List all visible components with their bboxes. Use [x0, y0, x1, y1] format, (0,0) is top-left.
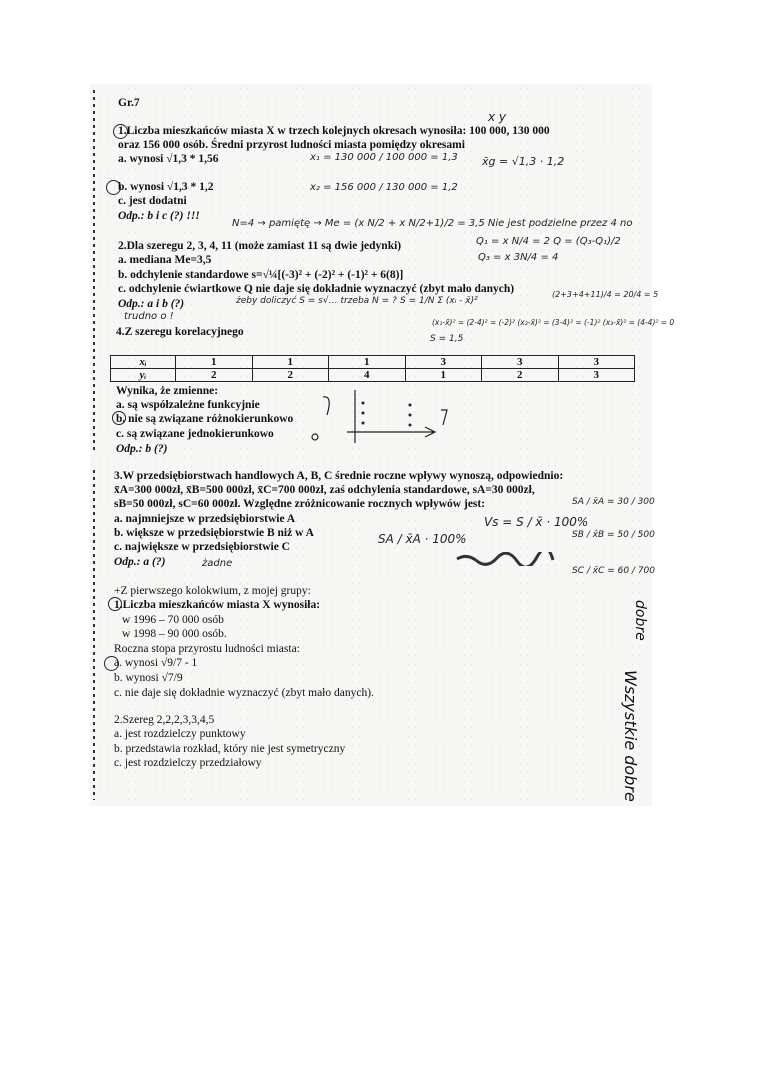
q4-text: 4.Z szeregu korelacyjnego [116, 326, 244, 338]
handwritten-eq1: x₁ = 130 000 / 100 000 = 1,3 [310, 152, 458, 163]
extra-q2-option-c: c. jest rozdzielczy przedziałowy [114, 757, 262, 769]
q1-option-a: a. wynosi √1,3 * 1,56 [118, 153, 219, 165]
scatter-sketch [305, 385, 475, 450]
table-cell: 1 [252, 356, 329, 369]
extra-option-c: c. nie daje się dokładnie wyznaczyć (zbyt mało danych). [114, 687, 374, 699]
table-cell: 2 [252, 369, 329, 382]
handwritten-q1: Q₁ = x N/4 = 2 Q = (Q₃-Q₁)/2 [476, 236, 621, 247]
table-cell: 3 [482, 356, 559, 369]
handwritten-s-value: S = 1,5 [430, 334, 464, 344]
q4-option-a: a. są współzależne funkcyjnie [116, 399, 260, 411]
table-cell: 3 [558, 356, 635, 369]
q2-option-b: b. odchylenie standardowe s=√¼[(-3)² + (-2)² + (-1)² + 6(8)] [118, 269, 404, 281]
q2-option-a: a. mediana Me=3,5 [118, 254, 212, 266]
q1-option-c: c. jest dodatni [118, 195, 187, 207]
table-cell: 1 [405, 369, 482, 382]
handwritten-eq3: x̄g = √1,3 · 1,2 [482, 155, 565, 168]
q1-text-2: oraz 156 000 osób. Średni przyrost ludności miasta pomiędzy okresami [118, 139, 465, 151]
handwritten-odp-note: żeby doliczyć S = s√… trzeba N = ? [236, 296, 397, 306]
handwritten-q3: Q₃ = x 3N/4 = 4 [478, 252, 559, 263]
q3-text-2: x̄A=300 000zł, x̄B=500 000zł, x̄C=700 000zł, zaś odchylenia standardowe, sA=30 000zł, [114, 484, 535, 496]
q4-option-c: c. są związane jednokierunkowo [116, 428, 274, 440]
q1-text: 1.Liczba mieszkańców miasta X w trzech kolejnych okresach wynosiła: 100 000, 130 000 [118, 125, 550, 137]
handwritten-vs: Vs = S / x̄ · 100% [484, 515, 589, 529]
q1-answer: Odp.: b i c (?) !!! [118, 210, 200, 222]
handwritten-eq2: x₂ = 156 000 / 130 000 = 1,2 [310, 182, 458, 193]
table-cell: 1 [329, 356, 406, 369]
q1-option-b: b. wynosi √1,3 * 1,2 [118, 181, 214, 193]
handwritten-ratio-c: SC / x̄C = 60 / 700 [572, 566, 656, 576]
handwritten-zadne: żadne [202, 558, 233, 569]
q3-text: 3.W przedsiębiorstwach handlowych A, B, C średnie roczne wpływy wynoszą, odpowiednio: [114, 470, 564, 482]
handwritten-ratio-a: SA / x̄A = 30 / 300 [572, 497, 655, 507]
q2-text: 2.Dla szeregu 2, 3, 4, 11 (może zamiast 11 są dwie jedynki) [118, 240, 402, 252]
extra-option-b: b. wynosi √7/9 [114, 672, 183, 684]
extra-q2-option-b: b. przedstawia rozkład, który nie jest symetryczny [114, 743, 346, 755]
handwritten-sa: SA / x̄A · 100% [378, 532, 467, 546]
correlation-table [110, 355, 635, 382]
q4-wynika: Wynika, że zmienne: [116, 385, 219, 397]
side-note-text: dobre [632, 600, 648, 641]
table-cell: 4 [329, 369, 406, 382]
handwritten-s-formula: S = 1/N Σ (xᵢ - x̄)² [400, 296, 478, 306]
handwritten-median-note: N=4 → pamiętę → Me = (x N/2 + x N/2+1)/2 = 3,5 Nie jest podzielne przez 4 no [232, 218, 633, 229]
table-cell: 3 [405, 356, 482, 369]
extra-q1-subtitle: Roczna stopa przyrostu ludności miasta: [114, 643, 300, 655]
table-cell: 3 [558, 369, 635, 382]
handwritten-vertical-note [622, 670, 642, 880]
table-cell: 2 [176, 369, 253, 382]
q4-answer: Odp.: b (?) [116, 443, 168, 455]
q3-option-b: b. większe w przedsiębiorstwie B niż w A [114, 527, 314, 539]
table-row-label: xᵢ [111, 356, 176, 369]
vertical-note-text: Wszystkie dobre [621, 670, 640, 802]
extra-q1: 1.Liczba mieszkańców miasta X wynosiła: [114, 599, 321, 611]
table-row-label: yᵢ [111, 369, 176, 382]
extra-q2: 2.Szereg 2,2,2,3,3,4,5 [114, 714, 215, 726]
extra-option-a: a. wynosi √9/7 - 1 [114, 657, 198, 669]
table-cell: 2 [482, 369, 559, 382]
margin-dashes [93, 90, 95, 450]
q2-answer: Odp.: a i b (?) [118, 298, 185, 310]
handwritten-ratio-b: SB / x̄B = 50 / 500 [572, 530, 655, 540]
extra-line-1998: w 1998 – 90 000 osób. [122, 628, 227, 640]
q3-option-c: c. największe w przedsiębiorstwie C [114, 541, 290, 553]
table-row [111, 356, 635, 369]
scribble-mark [455, 552, 555, 566]
extra-title: +Z pierwszego kolokwium, z mojej grupy: [114, 585, 311, 597]
margin-dashes-lower [93, 470, 95, 800]
q4-option-b: b. nie są związane różnokierunkowo [116, 413, 294, 425]
extra-line-1996: w 1996 – 70 000 osób [122, 614, 224, 626]
table-cell: 1 [176, 356, 253, 369]
q2-option-c: c. odchylenie ćwiartkowe Q nie daje się dokładnie wyznaczyć (zbyt mało danych) [118, 283, 515, 295]
extra-q2-option-a: a. jest rozdzielczy punktowy [114, 728, 246, 740]
handwritten-side-note [630, 600, 650, 650]
handwritten-xy: x y [488, 110, 507, 124]
handwritten-sum: (2+3+4+11)/4 = 20/4 = 5 [552, 290, 659, 299]
group-label: Gr.7 [118, 97, 140, 109]
handwritten-trudno: trudno o ! [124, 311, 174, 322]
q3-answer: Odp.: a (?) [114, 556, 166, 568]
q3-text-3: sB=50 000zł, sC=60 000zł. Względne zróżnicowanie rocznych wpływów jest: [114, 498, 486, 510]
table-row [111, 369, 635, 382]
q3-option-a: a. najmniejsze w przedsiębiorstwie A [114, 513, 296, 525]
handwritten-deviations: (x₁-x̄)² = (2-4)² = (-2)² (x₂-x̄)² = (3-4)² = (-1)² (x₃-x̄)² = (4-4)² = 0 [432, 318, 675, 327]
